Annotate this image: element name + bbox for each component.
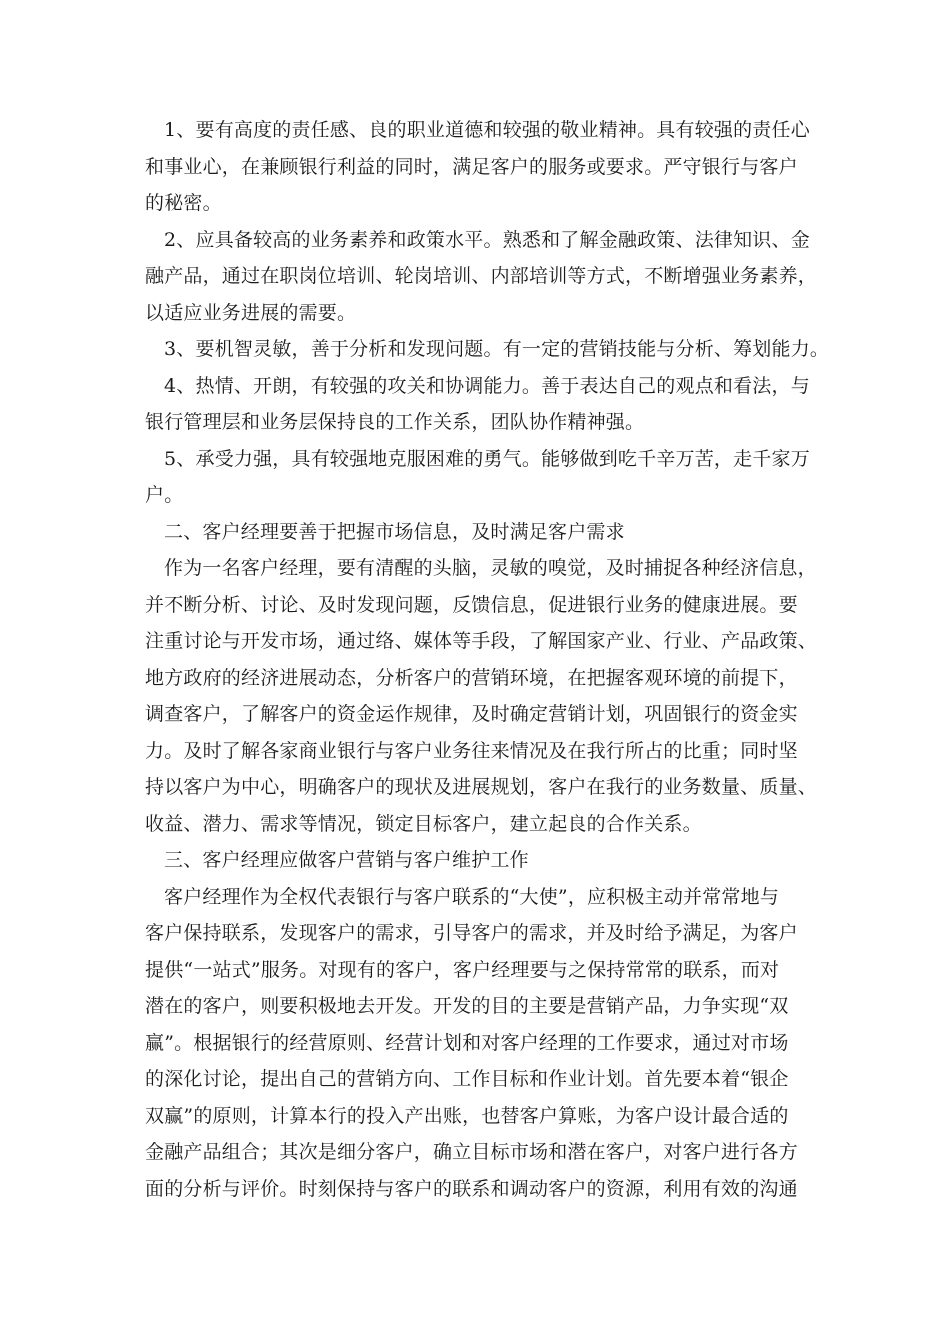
- text-line: 赢”。根据银行的经营原则、经营计划和对客户经理的工作要求，通过对市场: [145, 1031, 789, 1054]
- text-line: 和事业心，在兼顾银行利益的同时，满足客户的服务或要求。严守银行与客户: [145, 155, 798, 178]
- text-line: 客户经理作为全权代表银行与客户联系的“大使”，应积极主动并常常地与: [164, 885, 780, 908]
- text-line: 收益、潜力、需求等情况，锁定目标客户，建立起良的合作关系。: [145, 812, 702, 835]
- text-line: 作为一名客户经理，要有清醒的头脑，灵敏的嗅觉，及时捕捉各种经济信息，: [164, 557, 817, 579]
- text-line: 力。及时了解各家商业银行与客户业务往来情况及在我行所占的比重；同时坚: [145, 739, 798, 762]
- text-line: 并不断分析、讨论、及时发现问题，反馈信息，促进银行业务的健康进展。要: [145, 593, 798, 616]
- text-line: 持以客户为中心，明确客户的现状及进展规划，客户在我行的业务数量、质量、: [145, 776, 818, 798]
- text-line: 融产品，通过在职岗位培训、轮岗培训、内部培训等方式，不断增强业务素养，: [145, 265, 818, 287]
- text-line: 三、客户经理应做客户营销与客户维护工作: [164, 849, 529, 871]
- text-line: 注重讨论与开发市场，通过络、媒体等手段，了解国家产业、行业、产品政策、: [145, 630, 818, 652]
- text-line: 面的分析与评价。时刻保持与客户的联系和调动客户的资源，利用有效的沟通: [145, 1177, 798, 1200]
- text-line: 调查客户，了解客户的资金运作规律，及时确定营销计划，巩固银行的资金实: [145, 703, 798, 725]
- text-line: 3、要机智灵敏，善于分析和发现问题。有一定的营销技能与分析、筹划能力。: [164, 338, 830, 360]
- text-line: 潜在的客户，则要积极地去开发。开发的目的主要是营销产品，力争实现“双: [145, 995, 789, 1017]
- text-line: 2、应具备较高的业务素养和政策水平。熟悉和了解金融政策、法律知识、金: [164, 228, 810, 251]
- text-line: 户。: [145, 484, 184, 506]
- text-line: 的秘密。: [145, 192, 222, 214]
- text-line: 客户保持联系，发现客户的需求，引导客户的需求，并及时给予满足，为客户: [145, 922, 798, 944]
- text-line: 二、客户经理要善于把握市场信息，及时满足客户需求: [164, 520, 625, 543]
- text-line: 双赢”的原则，计算本行的投入产出账，也替客户算账，为客户设计最合适的: [145, 1104, 789, 1127]
- text-line: 提供“一站式”服务。对现有的客户，客户经理要与之保持常常的联系，而对: [145, 958, 780, 981]
- document-body: [145, 112, 830, 1207]
- text-line: 金融产品组合；其次是细分客户，确立目标市场和潜在客户，对客户进行各方: [145, 1141, 798, 1163]
- text-line: 银行管理层和业务层保持良的工作关系，团队协作精神强。: [145, 411, 645, 433]
- text-line: 5、承受力强，具有较强地克服困难的勇气。能够做到吃千辛万苦，走千家万: [164, 447, 810, 470]
- text-line: 4、热情、开朗，有较强的攻关和协调能力。善于表达自己的观点和看法，与: [164, 374, 810, 397]
- text-line: 地方政府的经济进展动态，分析客户的营销环境，在把握客观环境的前提下，: [145, 666, 798, 689]
- text-line: 1、要有高度的责任感、良的职业道德和较强的敬业精神。具有较强的责任心: [164, 119, 810, 141]
- text-line: 以适应业务进展的需要。: [145, 301, 357, 324]
- text-line: 的深化讨论，提出自己的营销方向、工作目标和作业计划。首先要本着“银企: [145, 1068, 789, 1090]
